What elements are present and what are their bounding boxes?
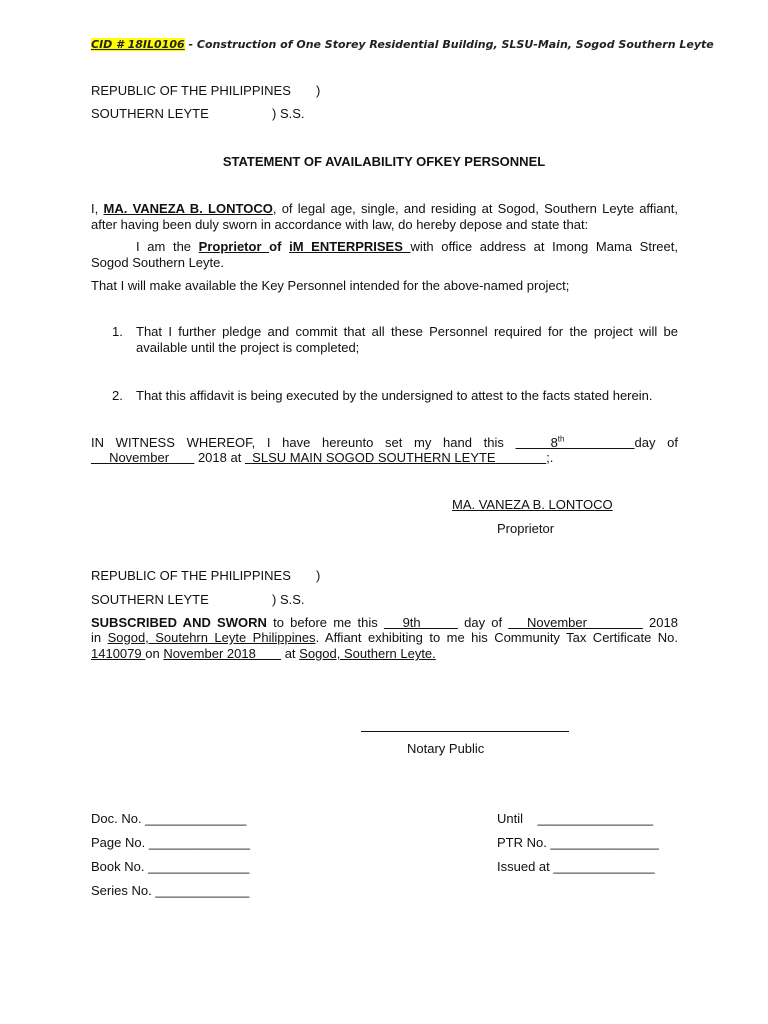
ctc-date: November 2018 bbox=[163, 646, 282, 661]
venue-country: REPUBLIC OF THE PHILIPPINES bbox=[91, 83, 291, 98]
execution-day: 8th bbox=[550, 434, 565, 450]
venue-country: REPUBLIC OF THE PHILIPPINES bbox=[91, 568, 291, 583]
jurat-line3: 1410079 on November 2018 at Sogod, Southern Leyte. bbox=[91, 646, 436, 661]
affiant-paragraph-line2: after having been duly sworn in accordance with law, do hereby depose and state that: bbox=[91, 217, 589, 232]
jurat-line2: in Sogod, Soutehrn Leyte Philippines. Affiant exhibiting to me his Community Tax Certificate No. bbox=[91, 630, 679, 645]
doc-no-field: Doc. No. ______________ bbox=[91, 811, 247, 826]
affiant-paragraph-line1: I, MA. VANEZA B. LONTOCO, of legal age, single, and residing at Sogod, Southern Leyte affiant, bbox=[91, 201, 678, 216]
jurat-month: November bbox=[508, 615, 643, 630]
signatory-title: Proprietor bbox=[497, 521, 555, 536]
list-item: 2. That this affidavit is being executed by the undersigned to attest to the facts stated herein. bbox=[112, 388, 653, 403]
execution-place: SLSU MAIN SOGOD SOUTHERN LEYTE bbox=[252, 450, 496, 465]
page-no-field: Page No. ______________ bbox=[91, 835, 251, 850]
affiant-position: Proprietor bbox=[198, 239, 270, 254]
until-field: Until ________________ bbox=[497, 811, 654, 826]
venue-ss: ) S.S. bbox=[272, 592, 305, 607]
company-name: iM ENTERPRISES bbox=[289, 239, 411, 254]
venue-ss: ) S.S. bbox=[272, 106, 305, 121]
execution-month: November bbox=[109, 450, 170, 465]
ptr-no-field: PTR No. _______________ bbox=[497, 835, 659, 850]
venue-province: SOUTHERN LEYTE bbox=[91, 592, 209, 607]
ctc-number: 1410079 bbox=[91, 646, 146, 661]
personnel-paragraph: That I will make available the Key Personnel intended for the above-named project; bbox=[91, 278, 570, 293]
issued-at-field: Issued at ______________ bbox=[497, 859, 655, 874]
ctc-place: Sogod, Southern Leyte. bbox=[299, 646, 436, 661]
contract-id: CID # 18IL0106 bbox=[91, 38, 185, 51]
notary-signature-line bbox=[361, 731, 569, 732]
document-title: STATEMENT OF AVAILABILITY OFKEY PERSONNEL bbox=[222, 154, 546, 169]
position-paragraph-line1: I am the Proprietor of iM ENTERPRISES with office address at Imong Mama Street, bbox=[136, 239, 678, 254]
project-title: Construction of One Storey Residential Building, SLSU-Main, Sogod Southern Leyte bbox=[196, 38, 714, 51]
venue-province: SOUTHERN LEYTE bbox=[91, 106, 209, 121]
jurat-line1: SUBSCRIBED AND SWORN to before me this 9th day of November 2018 bbox=[91, 615, 678, 630]
affiant-name: MA. VANEZA B. LONTOCO bbox=[103, 201, 273, 216]
document-header: CID # 18IL0106 - Construction of One Storey Residential Building, SLSU-Main, Sogod Southern Leyte bbox=[91, 38, 714, 51]
venue-paren: ) bbox=[316, 568, 321, 583]
witness-line1: IN WITNESS WHEREOF, I have hereunto set my hand this 8th day of bbox=[91, 434, 678, 450]
list-item: 1. That I further pledge and commit that all these Personnel required for the project will be available until the project is completed; bbox=[112, 324, 678, 355]
notary-label: Notary Public bbox=[407, 741, 485, 756]
jurat-place: Sogod, Soutehrn Leyte Philippines bbox=[107, 630, 316, 645]
position-paragraph-line2: Sogod Southern Leyte. bbox=[91, 255, 224, 270]
book-no-field: Book No. ______________ bbox=[91, 859, 250, 874]
signatory-name: MA. VANEZA B. LONTOCO bbox=[452, 497, 613, 512]
jurat-day: 9th bbox=[383, 615, 458, 630]
series-no-field: Series No. _____________ bbox=[91, 883, 250, 898]
witness-line2: November 2018 at SLSU MAIN SOGOD SOUTHERN LEYTE ;. bbox=[91, 450, 553, 465]
venue-paren: ) bbox=[316, 83, 321, 98]
